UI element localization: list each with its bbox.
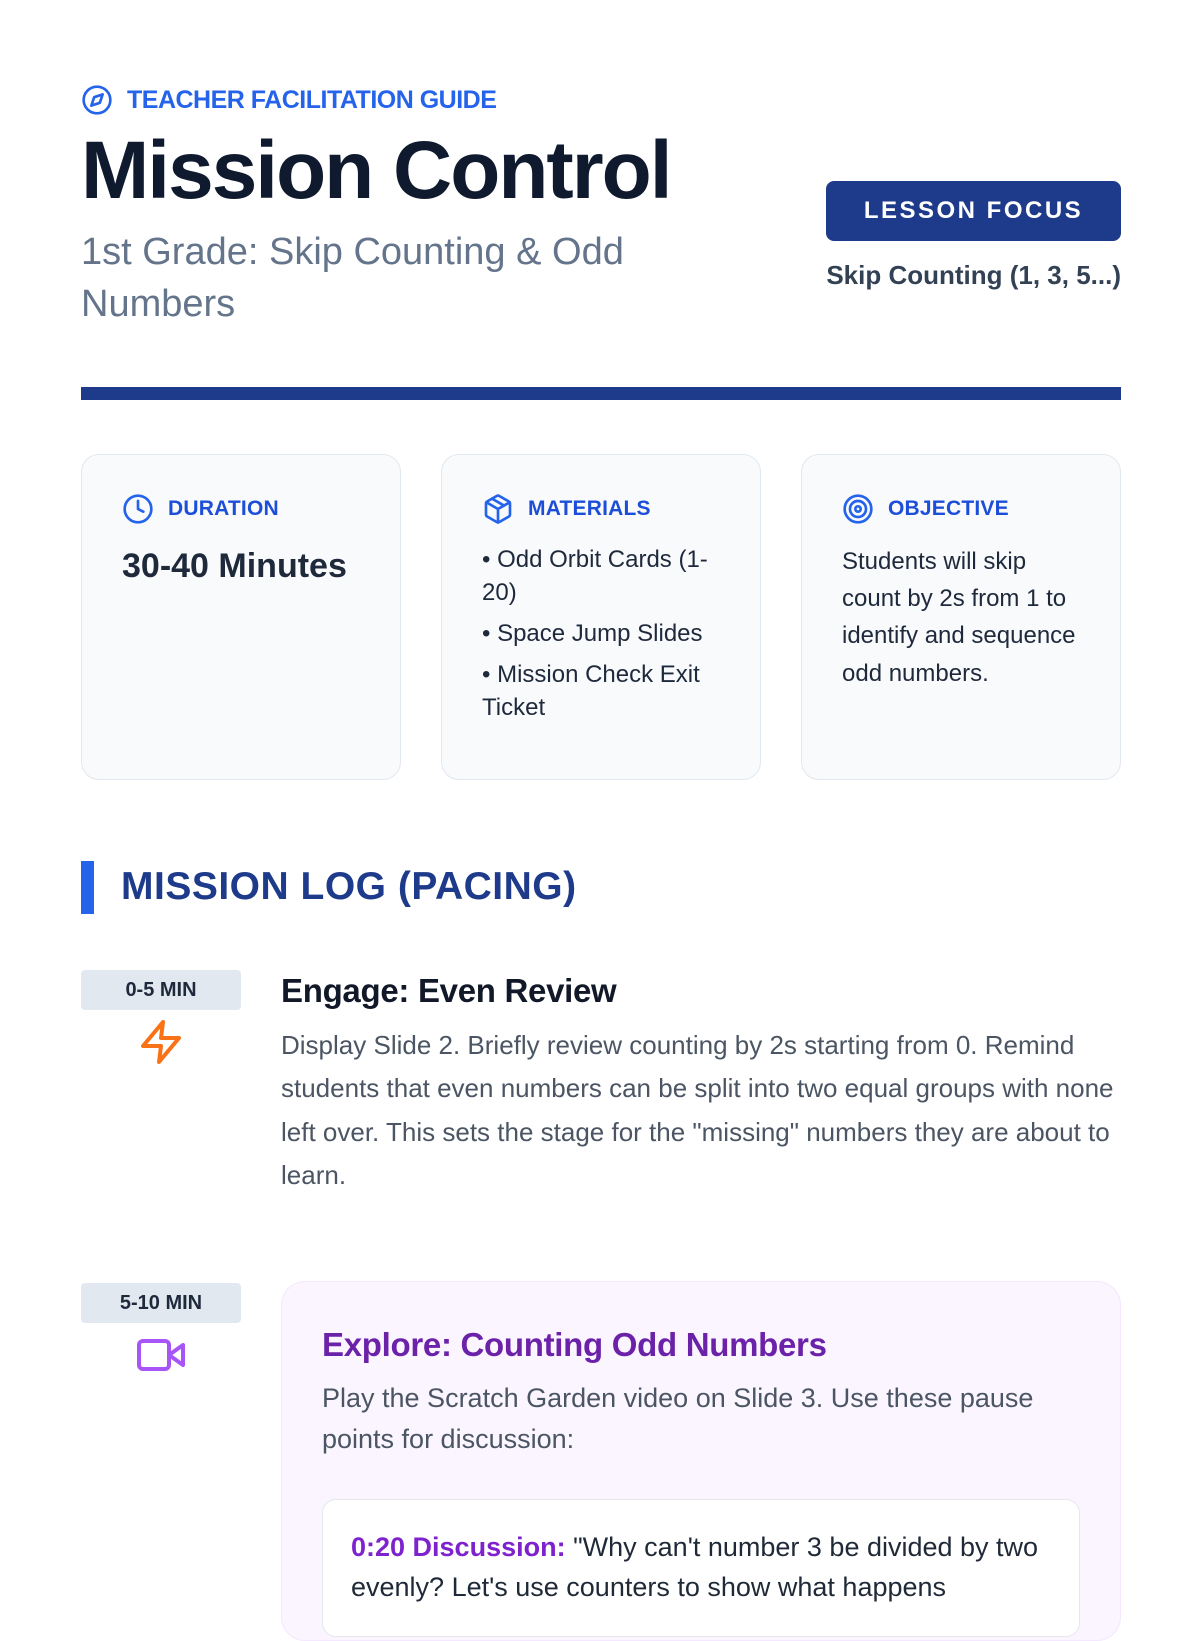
lesson-focus-text: Skip Counting (1, 3, 5...) (826, 260, 1121, 290)
objective-text: Students will skip count by 2s from 1 to identify and sequence odd numbers. (842, 548, 1076, 687)
objective-card (801, 454, 1121, 780)
list-item: • Space Jump Slides (482, 620, 703, 648)
materials-label: MATERIALS (528, 497, 651, 520)
step-title: Engage: Even Review (281, 972, 617, 1009)
clock-icon (122, 493, 154, 525)
materials-card (441, 454, 761, 780)
section-title: MISSION LOG (PACING) (121, 865, 577, 908)
materials-list (482, 543, 720, 725)
target-icon (842, 493, 874, 525)
pause-point-text: "Why can't number 3 be divided by two evenly? Let's use counters to show what happens (351, 1532, 1039, 1602)
eyebrow (81, 84, 496, 116)
duration-card (81, 454, 401, 780)
info-cards (81, 454, 1121, 780)
page-title: Mission Control (81, 125, 671, 216)
time-tag: 0-5 MIN (81, 970, 241, 1010)
pacing-step-engage (281, 972, 1121, 1198)
objective-label: OBJECTIVE (888, 497, 1009, 520)
step-body: Play the Scratch Garden video on Slide 3. Use these pause points for discussion: (322, 1383, 1034, 1454)
step-body: Display Slide 2. Briefly review counting by 2s starting from 0. Remind students that even numbers can be split into two equal groups with none left over. This sets the stage for the "missing" numbers they are about to learn. (281, 1030, 1114, 1191)
section-accent-bar (81, 861, 94, 914)
pause-point-card (322, 1499, 1080, 1637)
page-subtitle: 1st Grade: Skip Counting & Odd Numbers (81, 231, 624, 326)
lesson-focus-badge: LESSON FOCUS (826, 181, 1121, 241)
time-tag: 5-10 MIN (81, 1283, 241, 1323)
pause-point-label: 0:20 Discussion: (351, 1532, 566, 1562)
pacing-step-explore (281, 1281, 1121, 1641)
video-icon (137, 1331, 185, 1379)
list-item: • Odd Orbit Cards (1-20) (482, 546, 708, 607)
package-icon (482, 493, 514, 525)
duration-label: DURATION (168, 497, 279, 520)
lightning-icon (137, 1018, 185, 1066)
list-item: • Mission Check Exit Ticket (482, 661, 700, 722)
header-divider (81, 387, 1121, 400)
eyebrow-label: TEACHER FACILITATION GUIDE (127, 85, 497, 114)
compass-icon (81, 84, 113, 116)
step-title: Explore: Counting Odd Numbers (322, 1326, 827, 1363)
duration-value: 30-40 Minutes (122, 547, 347, 585)
